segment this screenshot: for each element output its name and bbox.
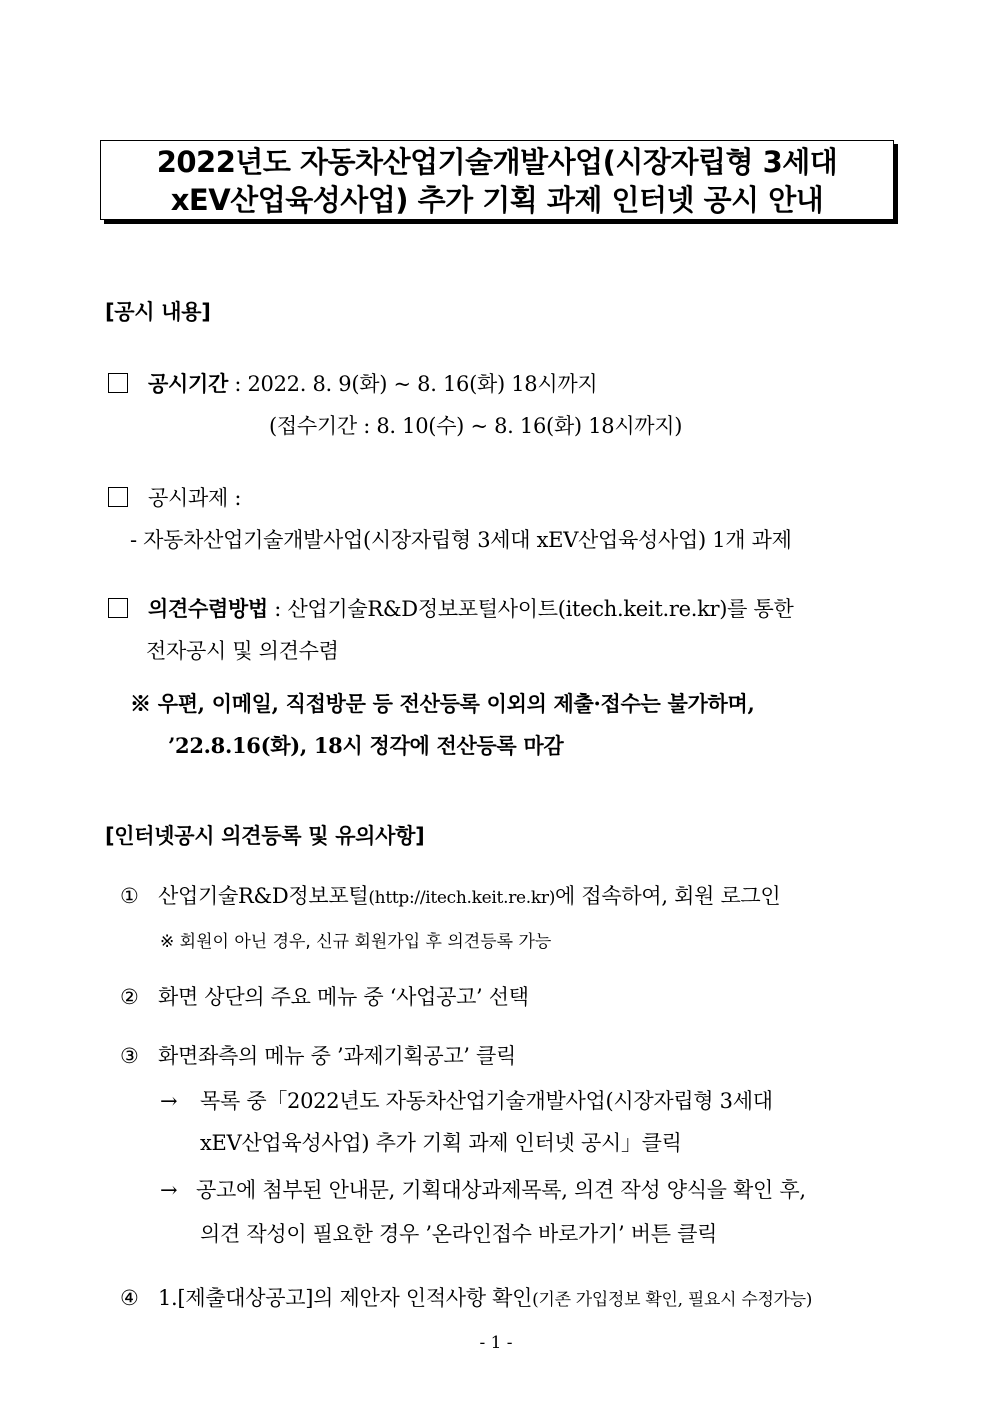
step-3-arrow-2 xyxy=(160,1174,806,1204)
title-line-1: 2022년도 자동차산업기술개발사업(시장자립형 3세대 xyxy=(156,145,838,179)
step-4-text-b: (기존 가입정보 확인, 필요시 수정가능) xyxy=(532,1290,813,1310)
step-4 xyxy=(120,1282,812,1312)
arrow-icon: → xyxy=(160,1089,178,1113)
step-1-text-c: 에 접속하여, 회원 로그인 xyxy=(555,884,781,908)
period-label: 공시기간 xyxy=(148,371,228,396)
period-value: : 2022. 8. 9(화) ~ 8. 16(화) 18시까지 xyxy=(227,372,598,396)
section-heading-announcement: [공시 내용] xyxy=(105,300,211,324)
step-3 xyxy=(120,1040,516,1070)
title-line-2: xEV산업육성사업) 추가 기획 과제 인터넷 공시 안내 xyxy=(170,183,824,217)
step-number: ② xyxy=(120,985,139,1009)
step-number: ④ xyxy=(120,1286,139,1310)
step-3-arrow-1 xyxy=(160,1085,773,1115)
notice-line-2: ’22.8.16(화), 18시 정각에 전산등록 마감 xyxy=(168,733,564,758)
task-item: - 자동차산업기술개발사업(시장자립형 3세대 xEV산업육성사업) 1개 과제 xyxy=(130,528,792,552)
task-row xyxy=(108,482,241,512)
checkbox-icon xyxy=(108,598,128,618)
period-row xyxy=(108,368,597,398)
section-heading-guide: [인터넷공시 의견등록 및 유의사항] xyxy=(105,824,425,848)
notice-line-1: ※ 우편, 이메일, 직접방문 등 전산등록 이외의 제출·접수는 불가하며, xyxy=(130,691,755,716)
title-box xyxy=(100,140,894,220)
step-1-url: (http://itech.keit.re.kr) xyxy=(368,888,556,908)
method-row xyxy=(108,593,794,623)
step-1 xyxy=(120,880,780,910)
method-value: : 산업기술R&D정보포털사이트(itech.keit.re.kr)를 통한 xyxy=(267,597,794,621)
step-3-arrow-2-line-2: 의견 작성이 필요한 경우 ’온라인접수 바로가기’ 버튼 클릭 xyxy=(200,1222,718,1246)
arrow-icon: → xyxy=(160,1178,178,1202)
step-2 xyxy=(120,981,529,1011)
step-2-text: 화면 상단의 주요 메뉴 중 ‘사업공고’ 선택 xyxy=(158,985,529,1009)
step-1-text-a: 산업기술R&D정보포털 xyxy=(158,884,369,908)
step-1-note: ※ 회원이 아닌 경우, 신규 회원가입 후 의견등록 가능 xyxy=(160,932,552,952)
step-3-arrow-1-line-1: 목록 중「2022년도 자동차산업기술개발사업(시장자립형 3세대 xyxy=(200,1089,773,1113)
step-3-text: 화면좌측의 메뉴 중 ’과제기획공고’ 클릭 xyxy=(158,1044,517,1068)
method-label: 의견수렴방법 xyxy=(148,596,268,621)
step-3-arrow-1-line-2: xEV산업육성사업) 추가 기획 과제 인터넷 공시」클릭 xyxy=(200,1131,682,1155)
step-number: ③ xyxy=(120,1044,139,1068)
step-4-text-a: 1.[제출대상공고]의 제안자 인적사항 확인 xyxy=(158,1286,533,1310)
method-line-2: 전자공시 및 의견수렴 xyxy=(146,639,339,663)
page-number: - 1 - xyxy=(479,1333,513,1353)
checkbox-icon xyxy=(108,487,128,507)
step-number: ① xyxy=(120,884,139,908)
checkbox-icon xyxy=(108,373,128,393)
reception-period: (접수기간 : 8. 10(수) ~ 8. 16(화) 18시까지) xyxy=(269,414,683,438)
step-3-arrow-2-line-1: 공고에 첨부된 안내문, 기획대상과제목록, 의견 작성 양식을 확인 후, xyxy=(196,1178,806,1202)
task-label: 공시과제 : xyxy=(148,486,242,510)
